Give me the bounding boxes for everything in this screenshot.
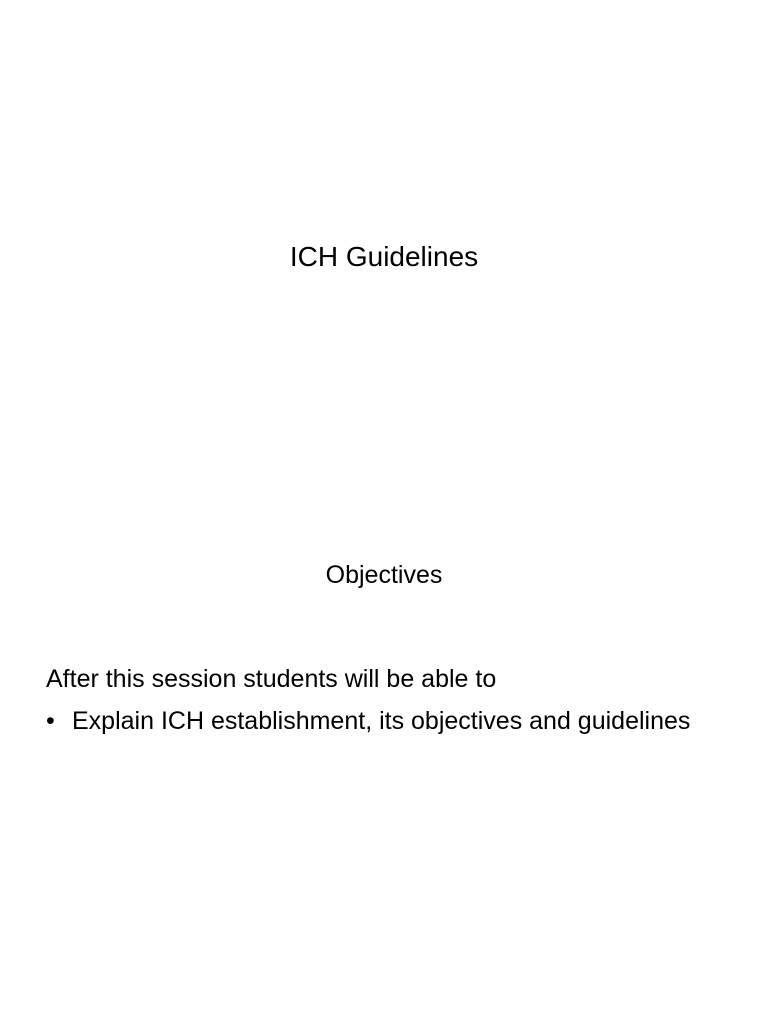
objectives-slide: [0, 512, 768, 1024]
objectives-intro: After this session students will be able to: [46, 665, 497, 693]
objectives-title: Objectives: [325, 561, 443, 589]
objectives-list: [46, 702, 706, 740]
bullet-icon: •: [46, 707, 55, 735]
list-item: [46, 702, 706, 740]
list-item-text: Explain ICH establishment, its objectives and guidelines: [72, 707, 691, 735]
slide-title: ICH Guidelines: [289, 241, 479, 272]
objectives-content: [46, 660, 706, 740]
